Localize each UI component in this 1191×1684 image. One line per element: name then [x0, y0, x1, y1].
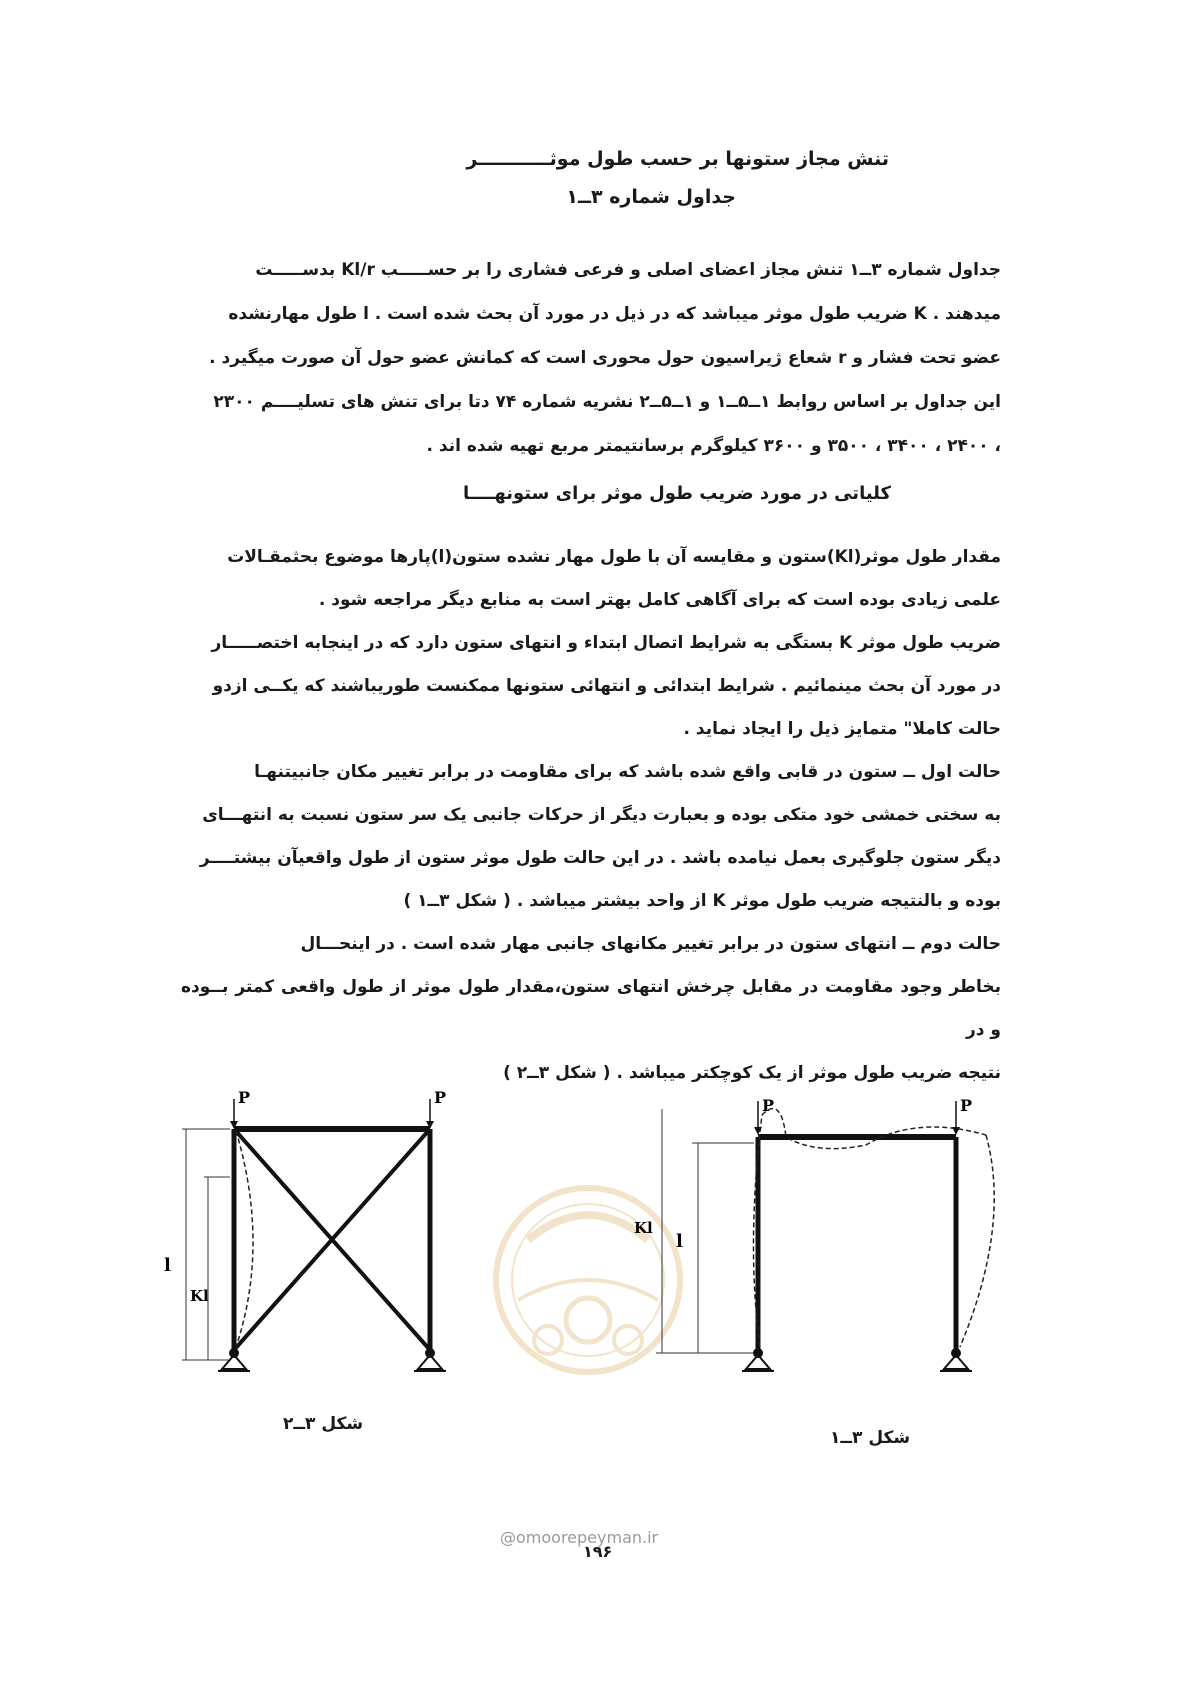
intro-line: ، ۲۴۰۰ ، ۳۴۰۰ ، ۳۵۰۰ و ۳۶۰۰ کیلوگرم برسانتیمتر مربع تهیه شده اند . [426, 436, 1001, 456]
label-kl-right: Kl [634, 1219, 653, 1237]
body-line: علمی زیادی بوده است که برای آگاهی کامل بهتر است به منابع دیگر مراجعه شود . [318, 590, 1001, 610]
label-p-left-1: P [238, 1088, 251, 1107]
page-title: تنش مجاز ستونها بر حسب طول موثـــــــــــر [466, 148, 889, 170]
body-line: مقدار طول موثر(Kl)ستون و مقایسه آن با طول مهار نشده ستون(l)پارها موضوع بحثمقـالات [227, 547, 1001, 567]
body-line: حالت دوم ــ انتهای ستون در برابر تغییر مکانهای جانبی مهار شده است . در اینحـــال [300, 934, 1001, 954]
label-p-right-1: P [762, 1096, 775, 1115]
intro-line: این جداول بر اساس روابط ۱ــ۵ــ۱ و ۱ــ۵ــ۲ نشریه شماره ۷۴ دتا برای تنش های تسلیــــم ۲۳۰۰ [213, 392, 1001, 412]
body-line: حالت کاملا" متمایز ذیل را ایجاد نماید . [683, 719, 1001, 739]
intro-line: عضو تحت فشار و r شعاع ژیراسیون حول محوری است که کمانش عضو حول آن صورت میگیرد . [209, 348, 1001, 368]
label-l-right: l [676, 1231, 683, 1252]
body-line: به سختی خمشی خود متکی بوده و بعبارت دیگر از حرکات جانبی یک سر ستون نسبت به انتهـــای [202, 805, 1001, 825]
intro-line: جداول شماره ۳ــ۱ تنش مجاز اعضای اصلی و فرعی فشاری را بر حســـــب Kl/r بدســـــت [255, 260, 1001, 280]
watermark-url: @omoorepeyman.ir [500, 1528, 659, 1547]
body-line: حالت اول ــ ستون در قابی واقع شده باشد که برای مقاومت در برابر تغییر مکان جانبیتنهـا [254, 762, 1001, 782]
page-number: ۱۹۶ [583, 1542, 613, 1561]
caption-figure-right: شکل ۳ــ۱ [830, 1428, 911, 1448]
page-subtitle: جداول شماره ۳ــ۱ [566, 186, 736, 208]
label-kl-left: Kl [190, 1287, 209, 1305]
body-line: بخاطر وجود مقاومت در مقابل چرخش انتهای ستون،مقدار طول موثر از طول واقعی کمتر بــوده و در [181, 977, 1001, 1040]
intro-line: میدهند . K ضریب طول موثر میباشد که در ذیل در مورد آن بحث شده است . l طول مهارنشده [228, 304, 1001, 324]
figure-braced-frame [160, 1085, 480, 1415]
figure-sway-frame [636, 1085, 1036, 1425]
body-line: بوده و بالنتیجه ضریب طول موثر K از واحد بیشتر میباشد . ( شکل ۳ــ۱ ) [403, 891, 1001, 911]
label-p-left-2: P [434, 1088, 447, 1107]
body-line: در مورد آن بحث مینمائیم . شرایط ابتدائی و انتهائی ستونها ممکنست طوریباشند که یکــی ازدو [212, 676, 1001, 696]
section-heading: کلیاتی در مورد ضریب طول موثر برای ستونهــــا [462, 483, 891, 504]
label-p-right-2: P [960, 1096, 973, 1115]
label-l-left: l [164, 1255, 171, 1276]
body-paragraph [181, 536, 1001, 1095]
body-line: دیگر ستون جلوگیری بعمل نیامده باشد . در این حالت طول موثر ستون از طول واقعیآن بیشتــــر [199, 848, 1001, 868]
body-line: نتیجه ضریب طول موثر از یک کوچکتر میباشد . ( شکل ۳ــ۲ ) [503, 1063, 1001, 1083]
body-line: ضریب طول موثر K بستگی به شرایط اتصال ابتداء و انتهای ستون دارد که در اینجابه اختصـــــار [211, 633, 1001, 653]
intro-paragraph [181, 248, 1001, 468]
caption-figure-left: شکل ۳ــ۲ [283, 1414, 364, 1434]
